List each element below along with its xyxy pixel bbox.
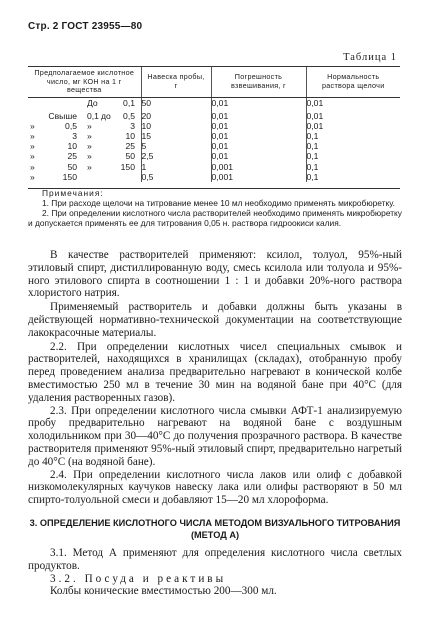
- cell-acid-range: [28, 172, 141, 182]
- note-2: 2. При определении кислотного числа растворителей необходимо применять микробюретку и допускается применять ее для титрования 0,05 н. раствора гидроокиси калия.: [28, 208, 402, 228]
- range-to-word: [101, 141, 115, 151]
- cell-mass: 20: [141, 108, 211, 121]
- range-prefix: 0,1: [87, 111, 99, 122]
- range-prefix: До: [87, 98, 98, 108]
- range-prefix: »: [87, 151, 92, 162]
- range-to-word: до: [101, 111, 111, 122]
- table-row: [28, 151, 400, 161]
- ditto-mark: »: [30, 171, 35, 182]
- paragraph-2-2: 2.2. При определении кислотных чисел специальных смывок и растворителей, находящихся в хранилищах (складах), отобранную пробу перед проведением анализа предварительно нагревают в конической колбе вместимостью 250 мл в течение 30 мин на водяной бане при 40°С (для удаления растворенных газов).: [28, 340, 402, 404]
- range-from: Свыше: [48, 111, 77, 122]
- body-text: [28, 249, 402, 507]
- range-to-word: [101, 98, 115, 108]
- ditto-mark: »: [30, 121, 35, 132]
- table-row: [28, 162, 400, 172]
- cell-error: 0,01: [211, 121, 306, 131]
- cell-error: 0,01: [211, 141, 306, 151]
- cell-mass: 5: [141, 141, 211, 151]
- cell-acid-range: [28, 98, 141, 109]
- range-from: 50: [67, 161, 77, 172]
- range-to: 25: [125, 141, 135, 152]
- cell-acid-range: [28, 121, 141, 131]
- range-prefix: »: [87, 121, 92, 132]
- range-from: 3: [72, 131, 77, 142]
- range-prefix: »: [87, 141, 92, 152]
- range-to: 0,1: [123, 98, 135, 108]
- table-caption: Таблица 1: [343, 52, 397, 63]
- cell-normality: 0,01: [306, 121, 400, 131]
- header-acid-number: Предполагаемое кислотное число, мг КОН на 1 г вещества: [28, 67, 141, 98]
- ditto-mark: [28, 111, 41, 121]
- table-notes: [28, 188, 402, 228]
- paragraph-additives: Применяемый растворитель и добавки должны быть указаны в действующей нормативно-технической документации на соответствующие лакокрасочные материалы.: [28, 301, 402, 339]
- header-alkali-normality: Нормальность раствора щелочи: [306, 67, 400, 98]
- cell-mass: 15: [141, 131, 211, 141]
- header-sample-mass: Навеска пробы, г: [141, 67, 211, 98]
- range-from: 25: [67, 151, 77, 162]
- cell-normality: 0,01: [306, 108, 400, 121]
- cell-mass: 2,5: [141, 151, 211, 161]
- paragraph-3-2-flasks: Колбы конические вместимостью 200—300 мл.: [50, 585, 277, 598]
- range-from: 150: [62, 171, 77, 182]
- notes-title: Примечания:: [42, 188, 104, 198]
- cell-mass: 50: [141, 98, 211, 109]
- range-to-word: [101, 172, 115, 182]
- range-from: 10: [67, 141, 77, 152]
- table-row: [28, 141, 400, 151]
- ditto-mark: »: [30, 161, 35, 172]
- ditto-mark: »: [30, 141, 35, 152]
- table-row: [28, 121, 400, 131]
- table-row: [28, 131, 400, 141]
- range-from: 0,5: [65, 121, 77, 132]
- cell-error: 0,01: [211, 108, 306, 121]
- cell-normality: 0,1: [306, 141, 400, 151]
- table-row: [28, 172, 400, 182]
- range-to-word: [101, 121, 115, 131]
- cell-normality: 0,1: [306, 172, 400, 182]
- range-prefix: »: [87, 131, 92, 142]
- range-to: 10: [125, 131, 135, 142]
- ditto-mark: »: [30, 151, 35, 162]
- cell-error: 0,001: [211, 172, 306, 182]
- table-row: [28, 98, 400, 109]
- section-3-heading: 3. ОПРЕДЕЛЕНИЕ КИСЛОТНОГО ЧИСЛА МЕТОДОМ ВИЗУАЛЬНОГО ТИТРОВАНИЯ (МЕТОД А): [29, 518, 401, 540]
- cell-normality: 0,01: [306, 98, 400, 109]
- range-to-word: [101, 131, 115, 141]
- paragraph-2-3: 2.3. При определении кислотного числа смывки АФТ-1 анализируемую пробу предварительно нагревают на водяной бане с воздушным холодильником при 30—40°С до получения прозрачного раствора. В качестве растворителя применяют 95%-ный этиловый спирт, предварительно нагретый до 40°С (на водяной бане).: [28, 404, 402, 468]
- range-prefix: [87, 172, 101, 182]
- cell-mass: 10: [141, 121, 211, 131]
- header-weighing-error: Погрешность взвешивания, г: [211, 67, 306, 98]
- range-from: [41, 98, 77, 108]
- cell-acid-range: [28, 141, 141, 151]
- range-to-word: [101, 151, 115, 161]
- range-to: [115, 172, 135, 182]
- page-header: Стр. 2 ГОСТ 23955—80: [28, 21, 143, 32]
- table-row: [28, 108, 400, 121]
- cell-error: 0,001: [211, 162, 306, 172]
- paragraph-3-1: 3.1. Метод А применяют для определения кислотного числа светлых продуктов.: [28, 547, 402, 572]
- note-1: 1. При расходе щелочи на титрование менее 10 мл необходимо применять микробюретку.: [42, 198, 395, 208]
- table-header-row: [28, 67, 400, 98]
- range-to: 3: [130, 121, 135, 132]
- paragraph-3-2: 3.2. Посуда и реактивы: [50, 572, 227, 585]
- ditto-mark: »: [30, 131, 35, 142]
- cell-normality: 0,1: [306, 162, 400, 172]
- cell-acid-range: [28, 131, 141, 141]
- cell-error: 0,01: [211, 131, 306, 141]
- paragraph-2-4: 2.4. При определении кислотного числа лаков или олиф с добавкой низкомолекулярных каучуков навеску лака или олифы растворяют в 50 мл спирто-толуольной смеси и добавляют 15—20 мл хлороформа.: [28, 468, 402, 507]
- cell-mass: 1: [141, 162, 211, 172]
- cell-normality: 0,1: [306, 131, 400, 141]
- cell-acid-range: [28, 162, 141, 172]
- cell-acid-range: [28, 151, 141, 161]
- ditto-mark: [28, 98, 41, 108]
- range-to: 150: [120, 161, 135, 172]
- paragraph-solvents: В качестве растворителей применяют: ксилол, толуол, 95%-ный этиловый спирт, дистиллированную воду, смесь ксилола или толуола и 95%-ного этилового спирта в соотношении 1 : 1 и добавки 20%-ного раствора хлористого натрия.: [28, 249, 402, 300]
- cell-normality: 0,1: [306, 151, 400, 161]
- cell-error: 0,01: [211, 151, 306, 161]
- data-table: [28, 66, 400, 182]
- range-to: 0,5: [123, 111, 135, 122]
- section-3-text: [28, 547, 402, 598]
- cell-mass: 0,5: [141, 172, 211, 182]
- cell-acid-range: [28, 108, 141, 121]
- range-to: 50: [125, 151, 135, 162]
- range-to-word: [101, 162, 115, 172]
- cell-error: 0,01: [211, 98, 306, 109]
- range-prefix: »: [87, 161, 92, 172]
